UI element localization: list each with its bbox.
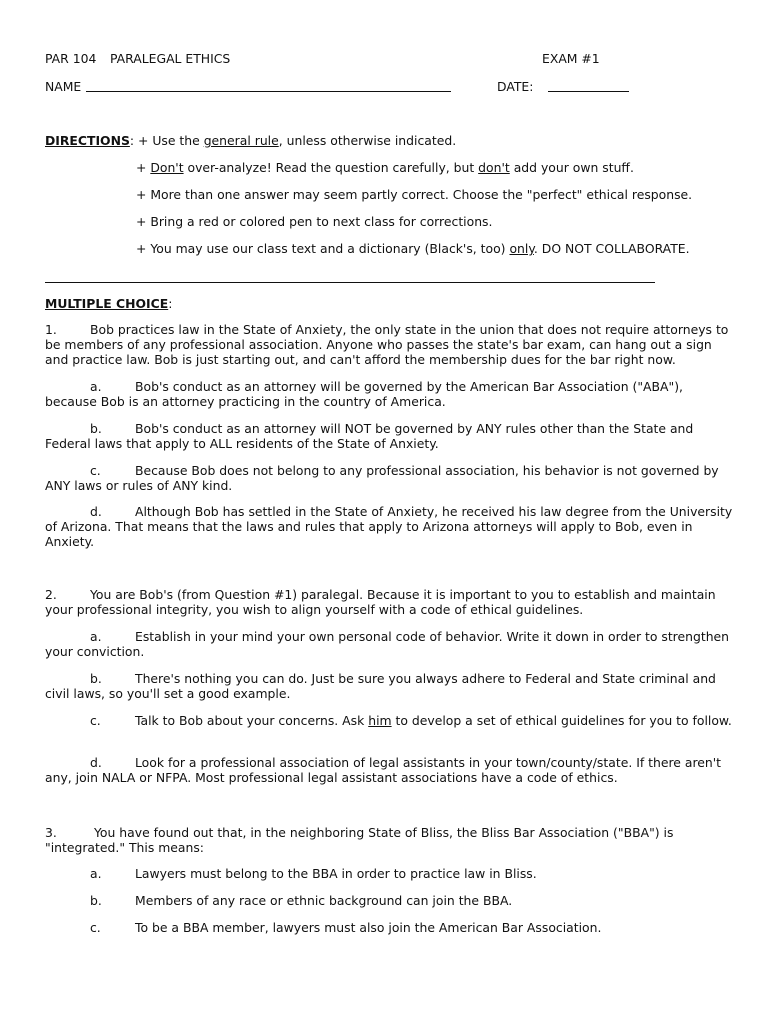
q3-option-a[interactable]: a. Lawyers must belong to the BBA in order to practice law in Bliss. — [90, 866, 537, 881]
q1-option-a[interactable]: a. Bob's conduct as an attorney will be governed by the American Bar Association ("ABA"), because Bob is an attorney practicing in the country of America. — [45, 379, 683, 409]
directions-line-5: + You may use our class text and a dictionary (Black's, too) only. DO NOT COLLABORATE. — [136, 241, 690, 256]
course-code: PAR 104 — [45, 51, 97, 66]
q2-option-a[interactable]: a. Establish in your mind your own personal code of behavior. Write it down in order to strengthen your conviction. — [45, 629, 730, 659]
date-label: DATE: — [497, 79, 534, 94]
directions-line-3: + More than one answer may seem partly correct. Choose the "perfect" ethical response. — [136, 187, 693, 202]
question-2-number: 2. — [45, 587, 57, 602]
question-3-number: 3. — [45, 825, 57, 840]
exam-number: EXAM #1 — [542, 51, 600, 66]
q1-option-b[interactable]: b. Bob's conduct as an attorney will NOT be governed by ANY rules other than the State and Federal laws that apply to ALL residents of the State of Anxiety. — [45, 421, 694, 451]
q2-option-c[interactable]: c. Talk to Bob about your concerns. Ask him to develop a set of ethical guidelines for you to follow. — [90, 713, 732, 728]
name-field-line[interactable] — [86, 77, 451, 92]
name-label: NAME — [45, 79, 82, 94]
q3-option-b[interactable]: b. Members of any race or ethnic background can join the BBA. — [90, 893, 513, 908]
q1-option-d[interactable]: d. Although Bob has settled in the State of Anxiety, he received his law degree from the University of Arizona. That means that the laws and rules that apply to Arizona attorneys will apply to Bob, even in Anxiety. — [45, 504, 733, 549]
course-title: PARALEGAL ETHICS — [110, 51, 231, 66]
directions-label: DIRECTIONS — [45, 133, 130, 148]
question-1-number: 1. — [45, 322, 57, 337]
directions-line-2: + Don't over-analyze! Read the question carefully, but don't add your own stuff. — [136, 160, 634, 175]
q2-option-b[interactable]: b. There's nothing you can do. Just be sure you always adhere to Federal and State criminal and civil laws, so you'll set a good example. — [45, 671, 716, 701]
section-heading: MULTIPLE CHOICE: — [45, 296, 173, 311]
section-divider — [45, 270, 655, 283]
question-2 — [45, 587, 735, 617]
question-1-text: Bob practices law in the State of Anxiety, the only state in the union that does not require attorneys to be members of any professional association. Anyone who passes the state's bar exam, can hang out a sign and practice law. Bob is just starting out, and can't afford the membership dues for the bar right now. — [45, 322, 729, 367]
q1-option-c[interactable]: c. Because Bob does not belong to any professional association, his behavior is not governed by ANY laws or rules of ANY kind. — [45, 463, 719, 493]
directions-line-1: DIRECTIONS: + Use the general rule, unless otherwise indicated. — [45, 133, 457, 148]
question-3-text: You have found out that, in the neighboring State of Bliss, the Bliss Bar Association ("BBA") is "integrated." This means: — [45, 825, 674, 855]
question-2-text: You are Bob's (from Question #1) paralegal. Because it is important to you to establish and maintain your professional integrity, you wish to align yourself with a code of ethical guidelines. — [45, 587, 716, 617]
question-1 — [45, 322, 735, 367]
date-field-line[interactable] — [548, 77, 629, 92]
directions-line-4: + Bring a red or colored pen to next class for corrections. — [136, 214, 493, 229]
q2-option-d[interactable]: d. Look for a professional association of legal assistants in your town/county/state. If there aren't any, join NALA or NFPA. Most professional legal assistant associations have a code of ethics. — [45, 755, 722, 785]
q3-option-c[interactable]: c. To be a BBA member, lawyers must also join the American Bar Association. — [90, 920, 602, 935]
question-3 — [45, 825, 735, 855]
